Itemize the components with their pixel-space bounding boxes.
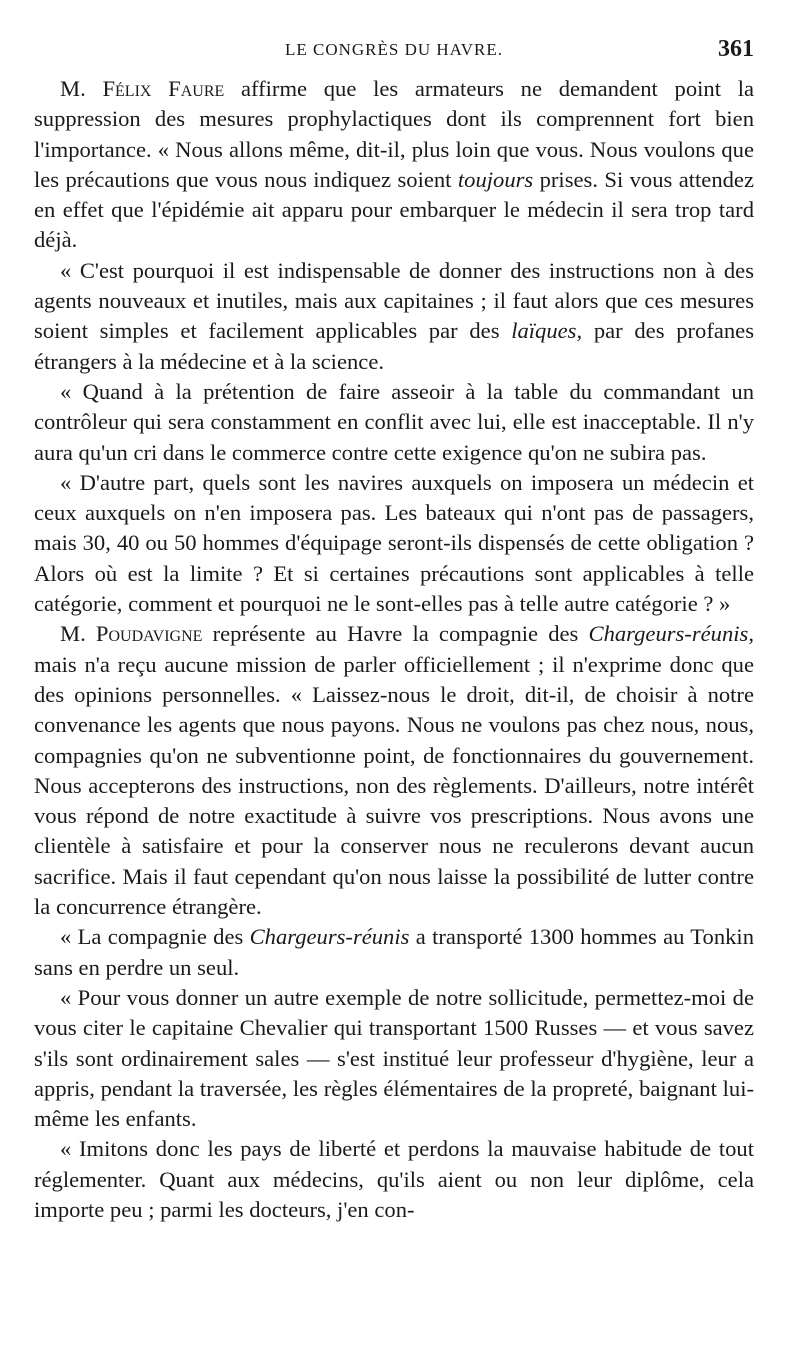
italic-text: toujours	[457, 166, 534, 192]
paragraph-liberte	[34, 1134, 754, 1225]
paragraph-text: « La compagnie des	[60, 924, 250, 950]
paragraph-text: M.	[60, 76, 103, 101]
paragraph-text: « D'autre part, quels sont les navires auxquels on imposera un médecin et ceux auxquels on n'en imposera pas. Les bateaux qui n'ont pas de passagers, mais 30, 40 ou 50 hommes d'équipage seront-ils dispensés de cette obligation ? Alors où est la limite ? Et si certaines précautions sont applicables à telle catégorie, comment et pourquoi ne le sont-elles pas à telle autre catégorie ? »	[34, 469, 754, 617]
paragraph-text: M.	[60, 621, 96, 647]
paragraph-tonkin	[34, 922, 754, 983]
italic-text: Chargeurs-réunis,	[588, 621, 754, 647]
paragraph-navires	[34, 468, 754, 619]
paragraph-text: par des profanes étrangers à la médecine et à la science.	[34, 318, 754, 374]
speaker-name: Félix Faure	[102, 76, 225, 101]
paragraph-controleur	[34, 377, 754, 468]
speaker-name: Poudavigne	[95, 621, 203, 647]
running-title: LE CONGRÈS DU HAVRE.	[284, 40, 504, 59]
paragraph-text: affirme que les armateurs ne demandent point la suppression des mesures prophylactiques dont ils comprennent fort bien l'importance. « Nous allons même, dit-il, plus loin que vous. Nous voulons que les précautions que vous nous indiquez soient	[34, 76, 754, 192]
paragraph-text: a transporté 1300 hommes au Tonkin sans en perdre un seul.	[34, 924, 754, 980]
paragraph-chevalier	[34, 983, 754, 1134]
paragraph-text: mais n'a reçu aucune mission de parler officiellement ; il n'exprime donc que des opinions personnelles. « Laissez-nous le droit, dit-il, de choisir à notre convenance les agents que nous payons. Nous ne voulons pas chez nous, nous, compagnies qu'on ne subventionne point, de fonctionnaires du gouvernement. Nous accepterons des instructions, non des règlements. D'ailleurs, notre intérêt vous répond de notre exactitude à suivre vos prescriptions. Nous avons une clientèle à satisfaire et pour la conserver nous ne reculerons devant aucun sacrifice. Mais il faut cependant qu'on nous laisse la possibilité de lutter contre la concurrence étrangère.	[34, 651, 754, 920]
paragraph-text: « Imitons donc les pays de liberté et perdons la mauvaise habitude de tout réglementer. Quant aux médecins, qu'ils aient ou non leur diplôme, cela importe peu ; parmi les docteurs, j'en con-	[34, 1136, 754, 1222]
paragraph-text: prises. Si vous attendez en effet que l'épidémie ait apparu pour embarquer le médecin il sera trop tard déjà.	[34, 166, 754, 253]
paragraph-poudavigne	[34, 619, 754, 922]
paragraph-instructions	[34, 256, 754, 377]
page-header	[34, 30, 754, 74]
paragraph-text: représente au Havre la compagnie des	[202, 621, 589, 647]
body-text	[34, 74, 754, 1225]
paragraph-faure	[34, 74, 754, 256]
paragraph-text: « C'est pourquoi il est indispensable de donner des instructions non à des agents nouveaux et inutiles, mais aux capitaines ; il faut alors que ces mesures soient simples et facilement applicables par des	[34, 257, 754, 344]
page-number: 361	[718, 36, 754, 62]
paragraph-text: « Pour vous donner un autre exemple de notre sollicitude, permettez-moi de vous citer le capitaine Chevalier qui transportant 1500 Russes — et vous savez s'ils sont ordinairement sales — s'est institué leur professeur d'hygiène, leur a appris, pendant la traversée, les règles élémentaires de la propreté, baignant lui-même les enfants.	[34, 984, 754, 1132]
italic-text: Chargeurs-réunis	[249, 924, 410, 950]
italic-text: laïques,	[511, 318, 583, 344]
paragraph-text: « Quand à la prétention de faire asseoir à la table du commandant un contrôleur qui sera constamment en conflit avec lui, elle est inacceptable. Il n'y aura qu'un cri dans le commerce contre cette exigence qu'on ne subira pas.	[34, 378, 754, 465]
